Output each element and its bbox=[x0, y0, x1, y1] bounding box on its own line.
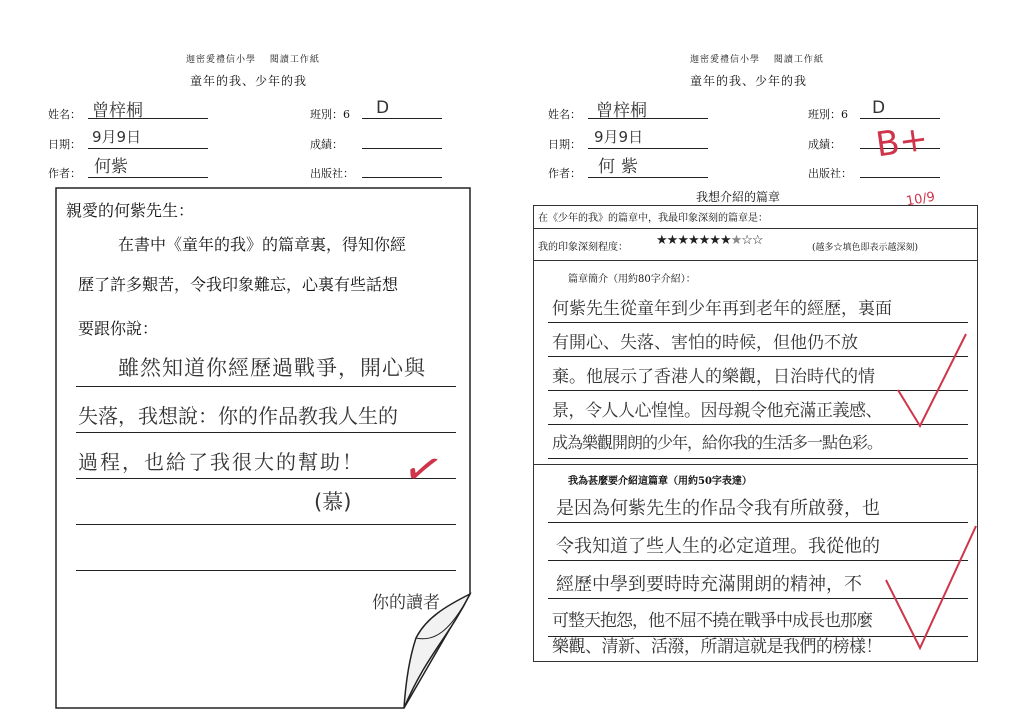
rating-star: ★ bbox=[730, 233, 742, 248]
class-value: D bbox=[376, 98, 390, 118]
rating-star: ☆ bbox=[751, 233, 763, 248]
rating-stars bbox=[656, 233, 763, 248]
publisher-label-right: 出版社： bbox=[808, 167, 852, 180]
name-value-right: 曾梓桐 bbox=[596, 101, 647, 121]
review-check-icon bbox=[890, 330, 970, 450]
summary-line-4: 景，令人人心惶惶。因母親令他充滿正義感、 bbox=[552, 401, 882, 421]
date-label-right: 日期： bbox=[548, 138, 581, 151]
reason-line-4: 可整天抱怨，他不屈不撓在戰爭中成長也那麼 bbox=[552, 611, 872, 631]
class-label-right: 班別：6 bbox=[808, 108, 848, 121]
grade-label: 成績： bbox=[310, 138, 343, 151]
reason-line-5: 樂觀、清新、活潑，所謂這就是我們的榜樣！ bbox=[552, 637, 882, 657]
grade-mark: B+ bbox=[873, 118, 931, 166]
worksheet-title: 童年的我、少年的我 bbox=[190, 74, 308, 88]
letter-hw-2: 失落，我想說：你的作品教我人生的 bbox=[78, 404, 398, 428]
name-label-right: 姓名： bbox=[548, 108, 581, 121]
section-title: 我想介紹的篇章 bbox=[696, 190, 781, 204]
check-mark: ✓ bbox=[398, 438, 449, 500]
author-value: 何紫 bbox=[94, 157, 128, 177]
reason-line-1: 是因為何紫先生的作品令我有所啟發，也 bbox=[556, 498, 880, 519]
summary-line-3: 棄。他展示了香港人的樂觀，日治時代的情 bbox=[552, 367, 875, 387]
worksheet-title-right: 童年的我、少年的我 bbox=[690, 74, 808, 88]
rating-star: ★ bbox=[687, 233, 699, 248]
letter-signoff: 你的讀者 bbox=[372, 593, 440, 613]
question-1: 在《少年的我》的篇章中，我最印象深刻的篇章是： bbox=[538, 213, 768, 224]
class-value-right: D bbox=[872, 98, 886, 118]
grade-label-right: 成績： bbox=[808, 138, 841, 151]
author-label-right: 作者： bbox=[548, 167, 581, 180]
author-label: 作者： bbox=[48, 167, 81, 180]
rating-star: ★ bbox=[677, 233, 688, 248]
reason-line-2: 令我知道了些人生的必定道理。我從他的 bbox=[556, 536, 880, 557]
name-value: 曾梓桐 bbox=[92, 101, 143, 121]
school-header-right: 迦密愛禮信小學 閱讀工作紙 bbox=[690, 55, 824, 65]
grade-date-mark: 10/9 bbox=[904, 189, 937, 210]
summary-line-5: 成為樂觀開朗的少年，給你我的生活多一點色彩。 bbox=[552, 433, 883, 452]
summary-line-2: 有開心、失落、害怕的時候，但他仍不放 bbox=[552, 333, 858, 353]
date-value: 9月9日 bbox=[92, 128, 142, 146]
publisher-label: 出版社： bbox=[310, 167, 354, 180]
rating-star: ★ bbox=[656, 233, 667, 248]
rating-star: ☆ bbox=[741, 233, 752, 248]
letter-hw-3: 過程，也給了我很大的幫助！ bbox=[78, 450, 364, 474]
teacher-note: (慕) bbox=[314, 490, 352, 514]
rating-star: ★ bbox=[719, 233, 731, 248]
rating-star: ★ bbox=[698, 233, 710, 248]
date-value-right: 9月9日 bbox=[594, 128, 644, 146]
reason-title: 我為甚麼要介紹這篇章（用約50字表達） bbox=[568, 476, 752, 487]
letter-line-3: 要跟你說： bbox=[78, 319, 159, 338]
letter-greeting: 親愛的何紫先生： bbox=[66, 201, 195, 220]
rating-star: ★ bbox=[666, 233, 678, 248]
reason-line-3: 經歷中學到要時時充滿開朗的精神，不 bbox=[556, 574, 862, 595]
review-check-icon-2 bbox=[880, 520, 980, 660]
letter-hw-1: 雖然知道你經歷過戰爭，開心與 bbox=[118, 356, 426, 380]
summary-title: 篇章簡介（用約80字介紹）： bbox=[568, 274, 696, 285]
letter-line-2: 歷了許多艱苦，令我印象難忘，心裏有些話想 bbox=[78, 275, 399, 294]
name-label: 姓名： bbox=[48, 108, 81, 121]
rating-star: ★ bbox=[709, 233, 720, 248]
summary-line-1: 何紫先生從童年到少年再到老年的經歷，裏面 bbox=[552, 299, 892, 319]
author-value-right: 何紫 bbox=[598, 157, 644, 177]
letter-line-1: 在書中《童年的我》的篇章裏，得知你經 bbox=[118, 235, 407, 254]
date-label: 日期： bbox=[48, 138, 81, 151]
school-header: 迦密愛禮信小學 閱讀工作紙 bbox=[186, 55, 320, 65]
rating-label: 我的印象深刻程度： bbox=[538, 242, 628, 253]
class-label: 班別：6 bbox=[310, 108, 350, 121]
rating-note: (越多☆填色即表示越深刻) bbox=[812, 243, 919, 253]
